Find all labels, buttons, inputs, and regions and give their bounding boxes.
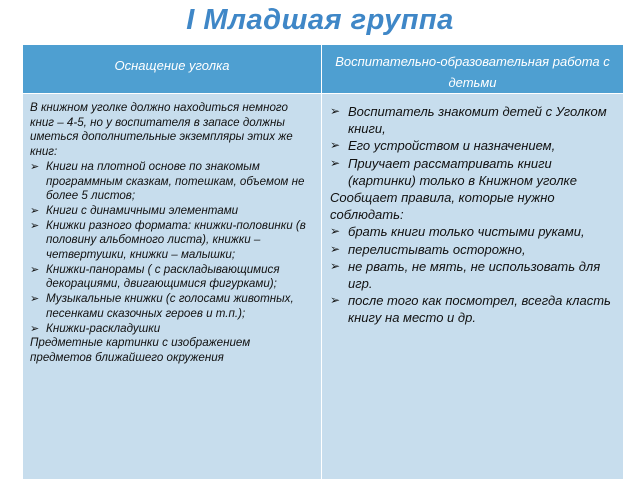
list-item: ➢ Музыкальные книжки (с голосами животных, песенками сказочных героев и т.п.);: [30, 292, 294, 320]
list-item: ➢ после того как посмотрел, всегда класть книгу на место и др.: [330, 293, 611, 326]
arrow-bullet-icon: ➢: [330, 104, 341, 118]
list-item: ➢ Приучает рассматривать книги (картинки) только в Книжном уголке: [330, 155, 577, 188]
list-item: ➢ Книги с динамичными элементами: [30, 203, 239, 217]
header-equipment: [23, 45, 322, 94]
header-educational-work: [322, 45, 624, 94]
table-header-row: [23, 45, 624, 94]
arrow-bullet-icon: ➢: [330, 258, 341, 273]
list-item: ➢ Книжки-раскладушки: [30, 321, 161, 335]
educational-work-cell: [322, 94, 624, 480]
equipment-list: [30, 160, 315, 336]
equipment-outro: Предметные картинки с изображением предметов ближайшего окружения: [30, 336, 251, 364]
content-table-container: [22, 44, 624, 480]
arrow-bullet-icon: ➢: [30, 160, 40, 173]
arrow-bullet-icon: ➢: [330, 241, 341, 256]
list-item: ➢ Воспитатель знакомит детей с Уголком книги,: [330, 104, 607, 137]
arrow-bullet-icon: ➢: [330, 293, 341, 308]
list-item: ➢ Книжки разного формата: книжки-половинки (в половину альбомного листа), книжки – четвертушки, книжки – малышки;: [30, 218, 306, 262]
list-item: ➢ перелистывать осторожно,: [330, 241, 526, 257]
arrow-bullet-icon: ➢: [30, 263, 40, 276]
arrow-bullet-icon: ➢: [30, 322, 40, 335]
arrow-bullet-icon: ➢: [330, 224, 341, 239]
rules-intro: Сообщает правила, которые нужно соблюдать:: [330, 190, 555, 223]
arrow-bullet-icon: ➢: [330, 138, 341, 153]
equipment-cell: [23, 94, 322, 480]
list-item: ➢ брать книги только чистыми руками,: [330, 224, 585, 240]
rules-list: [330, 223, 615, 326]
arrow-bullet-icon: ➢: [30, 204, 40, 217]
header-equipment-label: Оснащение уголка: [114, 58, 230, 73]
arrow-bullet-icon: ➢: [30, 219, 40, 232]
list-item: ➢ Книги на плотной основе по знакомым программным сказкам, потешкам, объемом не более 5 листов;: [30, 159, 305, 203]
content-table: [22, 44, 624, 480]
list-item: ➢ Книжки-панорамы ( с раскладывающимися декорациями, двигающимися фигурками);: [30, 262, 280, 291]
list-item: ➢ не рвать, не мять, не использовать для игр.: [330, 258, 601, 292]
arrow-bullet-icon: ➢: [30, 293, 40, 306]
educator-actions-list: [330, 103, 615, 189]
equipment-intro: В книжном уголке должно находиться немного книг – 4-5, но у воспитателя в запасе должны иметься дополнительные экземпляры этих же книг:: [30, 101, 293, 159]
list-item: ➢ Его устройством и назначением,: [330, 138, 556, 154]
arrow-bullet-icon: ➢: [330, 155, 341, 170]
header-educational-work-label: Воспитательно-образовательная работа с детьми: [335, 54, 610, 90]
slide-title: I Младшая группа: [186, 4, 454, 36]
table-body-row: [23, 94, 624, 480]
